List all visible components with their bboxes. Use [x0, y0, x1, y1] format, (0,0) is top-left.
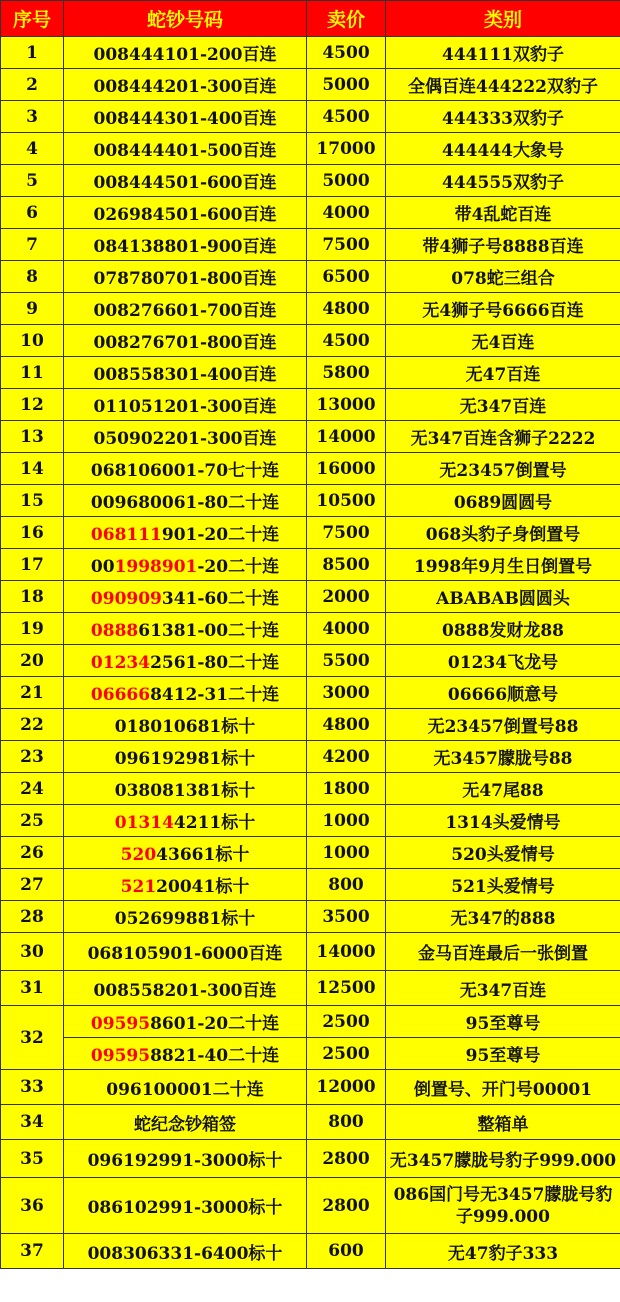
row-price: 1000 — [307, 837, 386, 869]
row-no: 18 — [1, 581, 64, 613]
row-code — [64, 869, 307, 901]
table-row — [1, 1070, 620, 1105]
row-category: 06666顺意号 — [386, 677, 620, 709]
code-highlight: 01234 — [90, 653, 151, 673]
row-category: 无23457倒置号 — [386, 453, 620, 485]
code-rest: 8412-31二十连 — [150, 685, 280, 705]
table-row — [1, 613, 620, 645]
row-no: 7 — [1, 229, 64, 261]
row-category: 无47尾88 — [386, 773, 620, 805]
table-row — [1, 933, 620, 971]
row-price: 4500 — [307, 101, 386, 133]
row-category: 无347百连 — [386, 971, 620, 1006]
code-highlight: 521 — [120, 877, 157, 897]
row-price: 2500 — [307, 1006, 386, 1038]
code-highlight: 1998901 — [114, 557, 198, 577]
row-code — [64, 837, 307, 869]
row-category: 1998年9月生日倒置号 — [386, 549, 620, 581]
table-row — [1, 517, 620, 549]
code-highlight: 090909 — [90, 589, 162, 609]
row-category: 无3457朦胧号88 — [386, 741, 620, 773]
row-code: 068105901-6000百连 — [64, 933, 307, 971]
row-price: 17000 — [307, 133, 386, 165]
code-rest: -20二十连 — [197, 557, 280, 577]
row-no: 10 — [1, 325, 64, 357]
row-no: 31 — [1, 971, 64, 1006]
header-code: 蛇钞号码 — [64, 1, 307, 37]
row-code — [64, 549, 307, 581]
table-row — [1, 37, 620, 69]
row-no: 23 — [1, 741, 64, 773]
row-category: 95至尊号 — [386, 1006, 620, 1038]
header-category: 类别 — [386, 1, 620, 37]
code-rest: 43661标十 — [156, 845, 250, 865]
row-no: 14 — [1, 453, 64, 485]
row-category: ABABAB圆圆头 — [386, 581, 620, 613]
row-price: 14000 — [307, 933, 386, 971]
row-category: 520头爱情号 — [386, 837, 620, 869]
row-price: 7500 — [307, 517, 386, 549]
table-row — [1, 133, 620, 165]
row-code — [64, 805, 307, 837]
row-price: 800 — [307, 869, 386, 901]
row-category: 带4狮子号8888百连 — [386, 229, 620, 261]
code-rest: 341-60二十连 — [161, 589, 280, 609]
row-no: 4 — [1, 133, 64, 165]
row-no: 15 — [1, 485, 64, 517]
row-code: 008558201-300百连 — [64, 971, 307, 1006]
table-row — [1, 1006, 620, 1038]
row-code: 086102991-3000标十 — [64, 1178, 307, 1234]
row-code: 050902201-300百连 — [64, 421, 307, 453]
row-code: 096192991-3000标十 — [64, 1140, 307, 1178]
row-no: 25 — [1, 805, 64, 837]
row-price: 3500 — [307, 901, 386, 933]
row-no: 13 — [1, 421, 64, 453]
row-price: 5000 — [307, 69, 386, 101]
code-rest: 4211标十 — [173, 813, 256, 833]
row-category: 444333双豹子 — [386, 101, 620, 133]
row-category: 0689圆圆号 — [386, 485, 620, 517]
row-price: 2800 — [307, 1178, 386, 1234]
row-price: 16000 — [307, 453, 386, 485]
row-code: 096100001二十连 — [64, 1070, 307, 1105]
row-price: 1800 — [307, 773, 386, 805]
row-no: 30 — [1, 933, 64, 971]
row-code: 008276601-700百连 — [64, 293, 307, 325]
row-category: 全偶百连444222双豹子 — [386, 69, 620, 101]
code-highlight: 520 — [120, 845, 157, 865]
row-code: 008276701-800百连 — [64, 325, 307, 357]
row-code — [64, 1038, 307, 1070]
row-price: 2800 — [307, 1140, 386, 1178]
row-category: 444111双豹子 — [386, 37, 620, 69]
row-no: 36 — [1, 1178, 64, 1234]
row-category: 无47百连 — [386, 357, 620, 389]
row-price: 12500 — [307, 971, 386, 1006]
table-row — [1, 741, 620, 773]
header-no: 序号 — [1, 1, 64, 37]
row-price: 10500 — [307, 485, 386, 517]
row-price: 5800 — [307, 357, 386, 389]
table-row — [1, 1105, 620, 1140]
row-no: 34 — [1, 1105, 64, 1140]
code-highlight: 06666 — [90, 685, 151, 705]
table-row — [1, 1234, 620, 1269]
row-code — [64, 517, 307, 549]
header-price: 卖价 — [307, 1, 386, 37]
row-no: 11 — [1, 357, 64, 389]
row-no: 2 — [1, 69, 64, 101]
row-no: 9 — [1, 293, 64, 325]
row-price: 3000 — [307, 677, 386, 709]
row-no: 28 — [1, 901, 64, 933]
code-highlight: 01314 — [114, 813, 174, 833]
row-category: 整箱单 — [386, 1105, 620, 1140]
row-code: 078780701-800百连 — [64, 261, 307, 293]
row-category: 无47豹子333 — [386, 1234, 620, 1269]
table-header-row — [1, 1, 620, 37]
row-price: 4800 — [307, 293, 386, 325]
row-price: 2000 — [307, 581, 386, 613]
row-no: 26 — [1, 837, 64, 869]
row-code — [64, 613, 307, 645]
row-code — [64, 1006, 307, 1038]
row-no: 37 — [1, 1234, 64, 1269]
row-no: 17 — [1, 549, 64, 581]
row-code: 008444501-600百连 — [64, 165, 307, 197]
table-row — [1, 197, 620, 229]
table-row — [1, 229, 620, 261]
row-code: 008306331-6400标十 — [64, 1234, 307, 1269]
row-category: 无4百连 — [386, 325, 620, 357]
row-no: 6 — [1, 197, 64, 229]
row-category: 086国门号无3457朦胧号豹子999.000 — [386, 1178, 620, 1234]
row-code: 052699881标十 — [64, 901, 307, 933]
row-no: 8 — [1, 261, 64, 293]
code-rest: 8821-40二十连 — [150, 1046, 280, 1066]
row-category: 521头爱情号 — [386, 869, 620, 901]
row-category: 无23457倒置号88 — [386, 709, 620, 741]
row-price: 800 — [307, 1105, 386, 1140]
code-rest: 901-20二十连 — [161, 525, 280, 545]
row-price: 4800 — [307, 709, 386, 741]
row-code: 008444201-300百连 — [64, 69, 307, 101]
row-price: 1000 — [307, 805, 386, 837]
row-code — [64, 677, 307, 709]
row-price: 6500 — [307, 261, 386, 293]
row-no: 32 — [1, 1006, 64, 1070]
row-category: 无4狮子号6666百连 — [386, 293, 620, 325]
row-price: 14000 — [307, 421, 386, 453]
row-code: 096192981标十 — [64, 741, 307, 773]
row-category: 金马百连最后一张倒置 — [386, 933, 620, 971]
row-code: 011051201-300百连 — [64, 389, 307, 421]
row-category: 444555双豹子 — [386, 165, 620, 197]
table-row — [1, 293, 620, 325]
table-row — [1, 837, 620, 869]
code-highlight: 09595 — [90, 1014, 151, 1034]
code-rest: 2561-80二十连 — [150, 653, 280, 673]
row-category: 068头豹子身倒置号 — [386, 517, 620, 549]
table-row — [1, 261, 620, 293]
code-highlight: 068111 — [90, 525, 162, 545]
table-row — [1, 165, 620, 197]
table-row — [1, 325, 620, 357]
row-category: 无3457朦胧号豹子999.000 — [386, 1140, 620, 1178]
row-no: 3 — [1, 101, 64, 133]
row-code: 038081381标十 — [64, 773, 307, 805]
table-row — [1, 421, 620, 453]
row-no: 16 — [1, 517, 64, 549]
row-code: 008444301-400百连 — [64, 101, 307, 133]
table-row — [1, 1178, 620, 1234]
row-price: 4500 — [307, 37, 386, 69]
row-category: 078蛇三组合 — [386, 261, 620, 293]
row-category: 带4乱蛇百连 — [386, 197, 620, 229]
row-code — [64, 581, 307, 613]
row-no: 22 — [1, 709, 64, 741]
table-row — [1, 773, 620, 805]
row-code: 008558301-400百连 — [64, 357, 307, 389]
code-rest: 8601-20二十连 — [150, 1014, 280, 1034]
row-code: 009680061-80二十连 — [64, 485, 307, 517]
row-price: 4200 — [307, 741, 386, 773]
table-row — [1, 453, 620, 485]
code-prefix: 00 — [90, 557, 115, 577]
row-category: 无347的888 — [386, 901, 620, 933]
row-code: 026984501-600百连 — [64, 197, 307, 229]
row-price: 13000 — [307, 389, 386, 421]
row-category: 无347百连含狮子2222 — [386, 421, 620, 453]
row-code: 008444401-500百连 — [64, 133, 307, 165]
row-price: 4000 — [307, 197, 386, 229]
row-category: 444444大象号 — [386, 133, 620, 165]
row-code: 008444101-200百连 — [64, 37, 307, 69]
row-code: 084138801-900百连 — [64, 229, 307, 261]
row-no: 12 — [1, 389, 64, 421]
row-price: 8500 — [307, 549, 386, 581]
code-highlight: 0888 — [90, 621, 139, 641]
table-row — [1, 971, 620, 1006]
code-rest: 61381-00二十连 — [138, 621, 280, 641]
row-code: 018010681标十 — [64, 709, 307, 741]
table-row — [1, 101, 620, 133]
row-category: 无347百连 — [386, 389, 620, 421]
row-no: 19 — [1, 613, 64, 645]
row-no: 35 — [1, 1140, 64, 1178]
table-row — [1, 69, 620, 101]
row-no: 1 — [1, 37, 64, 69]
table-row — [1, 677, 620, 709]
row-no: 21 — [1, 677, 64, 709]
row-no: 20 — [1, 645, 64, 677]
row-price: 12000 — [307, 1070, 386, 1105]
table-row — [1, 901, 620, 933]
row-no: 27 — [1, 869, 64, 901]
row-price: 5000 — [307, 165, 386, 197]
row-code: 068106001-70七十连 — [64, 453, 307, 485]
table-row — [1, 357, 620, 389]
row-price: 2500 — [307, 1038, 386, 1070]
table-row — [1, 485, 620, 517]
table-row — [1, 645, 620, 677]
row-price: 600 — [307, 1234, 386, 1269]
table-row — [1, 549, 620, 581]
row-code: 蛇纪念钞箱签 — [64, 1105, 307, 1140]
code-rest: 20041标十 — [156, 877, 250, 897]
table-row — [1, 1038, 620, 1070]
row-price: 7500 — [307, 229, 386, 261]
row-no: 24 — [1, 773, 64, 805]
table-row — [1, 1140, 620, 1178]
row-price: 4500 — [307, 325, 386, 357]
row-category: 95至尊号 — [386, 1038, 620, 1070]
row-category: 0888发财龙88 — [386, 613, 620, 645]
row-category: 01234飞龙号 — [386, 645, 620, 677]
row-code — [64, 645, 307, 677]
row-no: 33 — [1, 1070, 64, 1105]
table-row — [1, 389, 620, 421]
table-row — [1, 581, 620, 613]
table-row — [1, 869, 620, 901]
row-no: 5 — [1, 165, 64, 197]
row-category: 1314头爱情号 — [386, 805, 620, 837]
row-price: 4000 — [307, 613, 386, 645]
table-row — [1, 709, 620, 741]
row-category: 倒置号、开门号00001 — [386, 1070, 620, 1105]
code-highlight: 09595 — [90, 1046, 151, 1066]
table-row — [1, 805, 620, 837]
row-price: 5500 — [307, 645, 386, 677]
